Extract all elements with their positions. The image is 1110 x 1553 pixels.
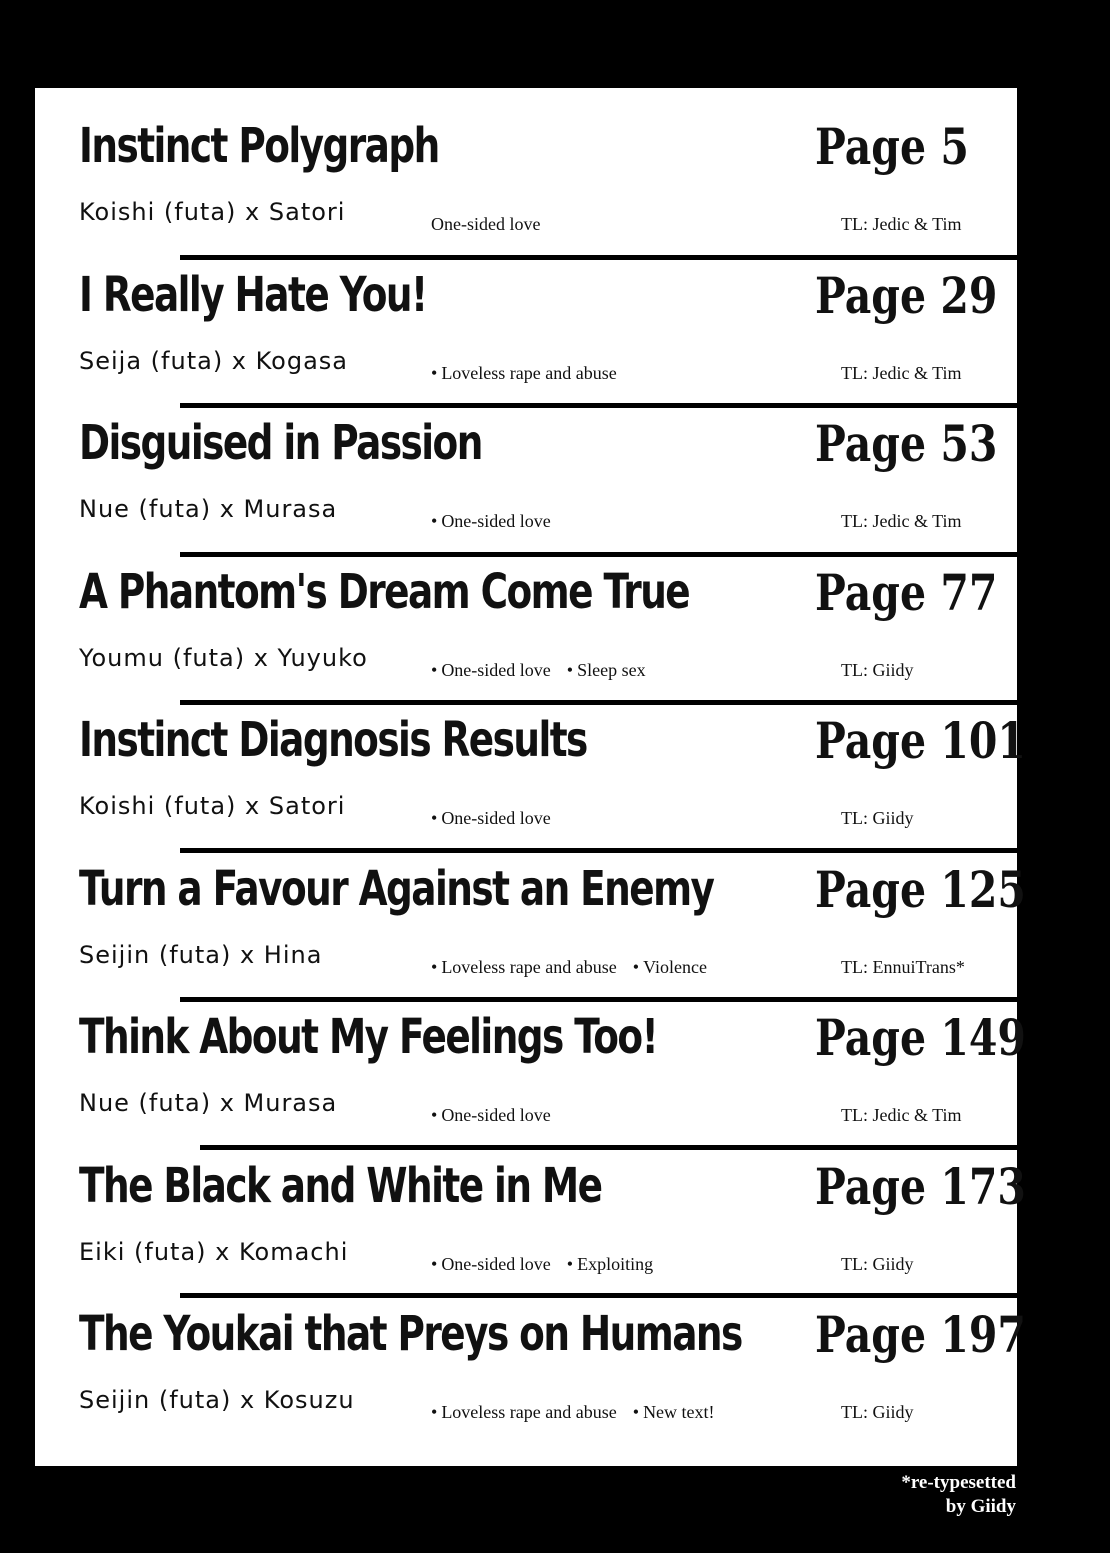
bullet-icon: • [431, 511, 438, 531]
content-tags [431, 1403, 731, 1421]
page-number: Page 125 [815, 860, 1026, 919]
translator-credit: TL: Jedic & Tim [841, 363, 962, 383]
content-tag [431, 958, 617, 976]
content-tag [431, 1106, 551, 1124]
edge-tick [0, 848, 35, 853]
page-number: Page 53 [815, 414, 998, 473]
page-number: Page 29 [815, 266, 998, 325]
retypeset-note-line2: by Giidy [945, 1496, 1016, 1517]
edge-tick [0, 997, 35, 1002]
character-pairing: Seijin (futa) x Kosuzu [79, 1386, 355, 1414]
character-pairing: Koishi (futa) x Satori [79, 198, 346, 226]
content-tags [431, 215, 556, 233]
bullet-icon: • [431, 1254, 438, 1274]
bullet-icon: • [566, 1254, 574, 1274]
contents-entry [35, 1276, 1026, 1424]
content-tag-label: One-sided love [441, 660, 551, 680]
story-title: The Black and White in Me [79, 1158, 602, 1214]
content-tags [431, 364, 633, 382]
content-tags [431, 1255, 669, 1273]
content-tags [431, 958, 723, 976]
bullet-icon: • [431, 660, 438, 680]
content-tag-label: Violence [643, 957, 707, 977]
content-tag-label: Loveless rape and abuse [441, 957, 617, 977]
content-tag-label: One-sided love [441, 808, 551, 828]
content-tag [567, 661, 646, 679]
translator-credit: TL: EnnuiTrans* [841, 957, 965, 977]
edge-tick [0, 255, 35, 260]
character-pairing: Nue (futa) x Murasa [79, 1089, 338, 1117]
content-tag-label: One-sided love [441, 511, 551, 531]
content-tag-label: Loveless rape and abuse [441, 1402, 617, 1422]
content-tag-label: New text! [643, 1402, 715, 1422]
content-tag [633, 1403, 715, 1421]
contents-entry [35, 385, 1017, 533]
story-title: Instinct Polygraph [79, 118, 439, 174]
content-tags [431, 1106, 567, 1124]
bullet-icon: • [431, 1105, 438, 1125]
story-title: Turn a Favour Against an Enemy [79, 861, 714, 917]
contents-entry [35, 534, 1017, 682]
content-tag-label: One-sided love [431, 214, 541, 234]
contents-entry [35, 237, 1017, 385]
edge-tick [0, 1145, 35, 1150]
contents-entry [35, 979, 1026, 1127]
bullet-icon: • [431, 363, 438, 383]
content-tag [431, 661, 551, 679]
content-tags [431, 661, 662, 679]
content-tag [431, 809, 551, 827]
story-title: I Really Hate You! [79, 267, 427, 323]
retypeset-note [901, 1471, 1016, 1519]
contents-entry [35, 88, 1017, 236]
story-title: A Phantom's Dream Come True [79, 564, 690, 620]
bullet-icon: • [566, 660, 574, 680]
retypeset-note-line1: *re-typesetted [901, 1472, 1016, 1493]
content-tag-label: Exploiting [577, 1254, 654, 1274]
translator-credit: TL: Giidy [841, 660, 914, 680]
content-tag [633, 958, 707, 976]
content-tag [567, 1255, 653, 1273]
content-tag [431, 215, 540, 233]
edge-tick [0, 552, 35, 557]
translator-credit: TL: Jedic & Tim [841, 214, 962, 234]
content-tags [431, 809, 567, 827]
page-number: Page 197 [815, 1305, 1026, 1364]
bullet-icon: • [632, 1402, 640, 1422]
translator-credit: TL: Giidy [841, 808, 914, 828]
edge-tick [0, 700, 35, 705]
content-tag-label: One-sided love [441, 1105, 551, 1125]
bullet-icon: • [431, 1402, 438, 1422]
character-pairing: Nue (futa) x Murasa [79, 495, 338, 523]
character-pairing: Youmu (futa) x Yuyuko [79, 644, 368, 672]
content-tag-label: Sleep sex [577, 660, 646, 680]
content-tag [431, 1403, 617, 1421]
content-tag-label: Loveless rape and abuse [441, 363, 617, 383]
story-title: Think About My Feelings Too! [79, 1009, 658, 1065]
page-number: Page 149 [815, 1008, 1026, 1067]
contents-entry [35, 682, 1026, 830]
character-pairing: Seijin (futa) x Hina [79, 941, 323, 969]
bullet-icon: • [632, 957, 640, 977]
translator-credit: TL: Jedic & Tim [841, 1105, 962, 1125]
content-tag [431, 512, 551, 530]
story-title: Instinct Diagnosis Results [79, 712, 587, 768]
contents-entry [35, 831, 1026, 979]
page-number: Page 5 [815, 117, 969, 176]
bullet-icon: • [431, 808, 438, 828]
bullet-icon: • [431, 957, 438, 977]
contents-entry [35, 1128, 1026, 1276]
content-tag [431, 364, 617, 382]
character-pairing: Koishi (futa) x Satori [79, 792, 346, 820]
story-title: Disguised in Passion [79, 415, 482, 471]
translator-credit: TL: Jedic & Tim [841, 511, 962, 531]
content-tag [431, 1255, 551, 1273]
translator-credit: TL: Giidy [841, 1402, 914, 1422]
story-title: The Youkai that Preys on Humans [79, 1306, 742, 1362]
content-tag-label: One-sided love [441, 1254, 551, 1274]
page-number: Page 77 [815, 563, 998, 622]
page-number: Page 101 [815, 711, 1026, 770]
translator-credit: TL: Giidy [841, 1254, 914, 1274]
content-tags [431, 512, 567, 530]
character-pairing: Eiki (futa) x Komachi [79, 1238, 349, 1266]
page-number: Page 173 [815, 1157, 1026, 1216]
character-pairing: Seija (futa) x Kogasa [79, 347, 349, 375]
edge-tick [0, 403, 35, 408]
edge-tick [0, 1293, 35, 1298]
